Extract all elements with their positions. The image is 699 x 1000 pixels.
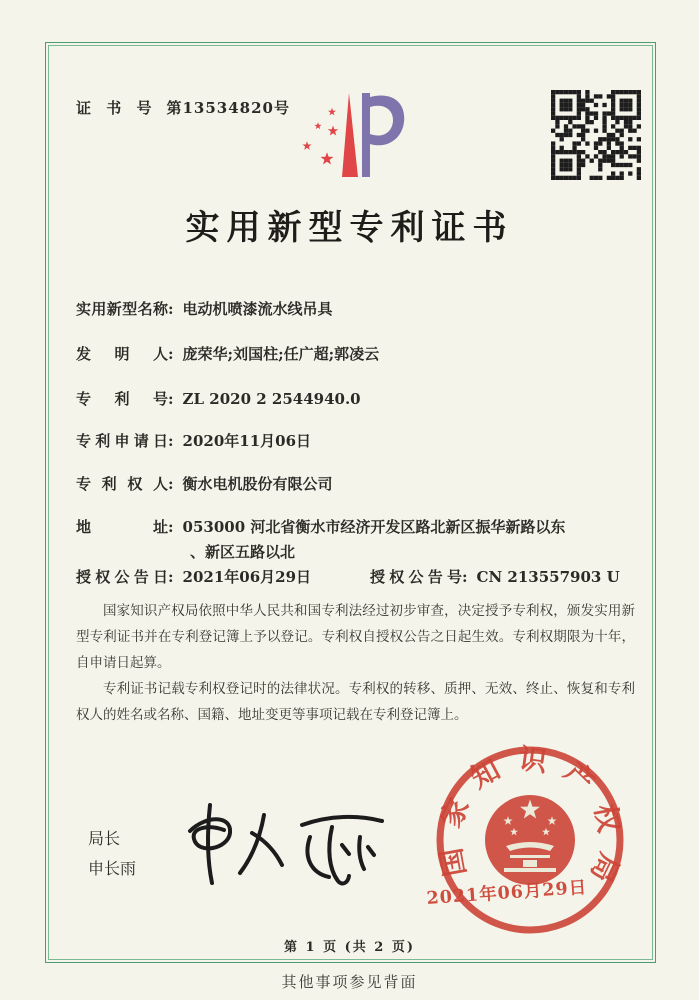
director-signature-icon <box>172 793 404 889</box>
field-label: 专利号 <box>76 390 168 408</box>
field-inventors <box>76 343 633 364</box>
field-filing-date <box>76 430 633 451</box>
field-patent-number <box>76 388 633 409</box>
field-label: 专利申请日 <box>76 432 168 450</box>
field-utility-model-name <box>76 298 633 319</box>
cnipa-logo-icon <box>282 85 438 195</box>
seal-date: 2021年06月29日 <box>425 877 588 909</box>
colon: : <box>168 518 174 536</box>
colon: : <box>168 568 174 586</box>
field-value: 庞荣华;刘国柱;任广超;郭凌云 <box>182 345 380 363</box>
seal-text: 国家知识产权局 <box>431 742 629 903</box>
field-label: 授权公告日 <box>76 568 168 586</box>
colon: : <box>168 475 174 493</box>
officer-title: 局长 <box>88 829 121 848</box>
colon: : <box>168 390 174 408</box>
certificate-title: 实用新型专利证书 <box>185 208 514 248</box>
field-patentee <box>76 473 633 494</box>
field-label: 实用新型名称 <box>76 300 168 318</box>
colon: : <box>168 300 174 318</box>
legal-paragraph-2: 专利证书记载专利权登记时的法律状况。专利权的转移、质押、无效、终止、恢复和专利权人的姓名或名称、国籍、地址变更等事项记载在专利登记簿上。 <box>76 680 635 723</box>
field-grant-number <box>370 566 620 587</box>
certificate-number <box>76 97 290 118</box>
certificate-number-value: 第13534820号 <box>166 99 290 117</box>
field-address-line2: 、新区五路以北 <box>190 543 296 561</box>
field-label: 专利权人 <box>76 475 168 493</box>
field-value: 2021年06月29日 <box>182 568 312 586</box>
qr-code-icon <box>551 90 641 180</box>
field-value: 电动机喷漆流水线吊具 <box>182 300 333 318</box>
field-value: 053000 河北省衡水市经济开发区路北新区振华新路以东 <box>182 518 566 536</box>
colon: : <box>168 345 174 363</box>
officer-name: 申长雨 <box>88 859 137 879</box>
field-grant-row <box>76 566 633 587</box>
field-address <box>76 516 633 537</box>
field-value: ZL 2020 2 2544940.0 <box>182 390 361 408</box>
field-label: 发明人 <box>76 345 168 363</box>
legal-text <box>76 599 635 729</box>
national-emblem-icon <box>485 795 575 885</box>
field-label: 地址 <box>76 518 168 536</box>
colon: : <box>168 432 174 450</box>
field-value: CN 213557903 U <box>476 568 620 586</box>
field-label: 授权公告号 <box>370 568 462 586</box>
colon: : <box>462 568 468 586</box>
page-number: 第 1 页 (共 2 页) <box>283 940 416 955</box>
officer-block <box>88 824 136 885</box>
certificate-number-label: 证 书 号 <box>76 99 157 117</box>
cnipa-seal-icon <box>417 742 643 938</box>
field-value: 2020年11月06日 <box>182 432 312 450</box>
legal-paragraph-1: 国家知识产权局依照中华人民共和国专利法经过初步审查，决定授予专利权，颁发实用新型专利证书并在专利登记簿上予以登记。专利权自授权公告之日起生效。专利权期限为十年，自申请日起算。 <box>76 603 635 671</box>
back-note: 其他事项参见背面 <box>281 973 418 991</box>
field-value: 衡水电机股份有限公司 <box>182 475 333 493</box>
